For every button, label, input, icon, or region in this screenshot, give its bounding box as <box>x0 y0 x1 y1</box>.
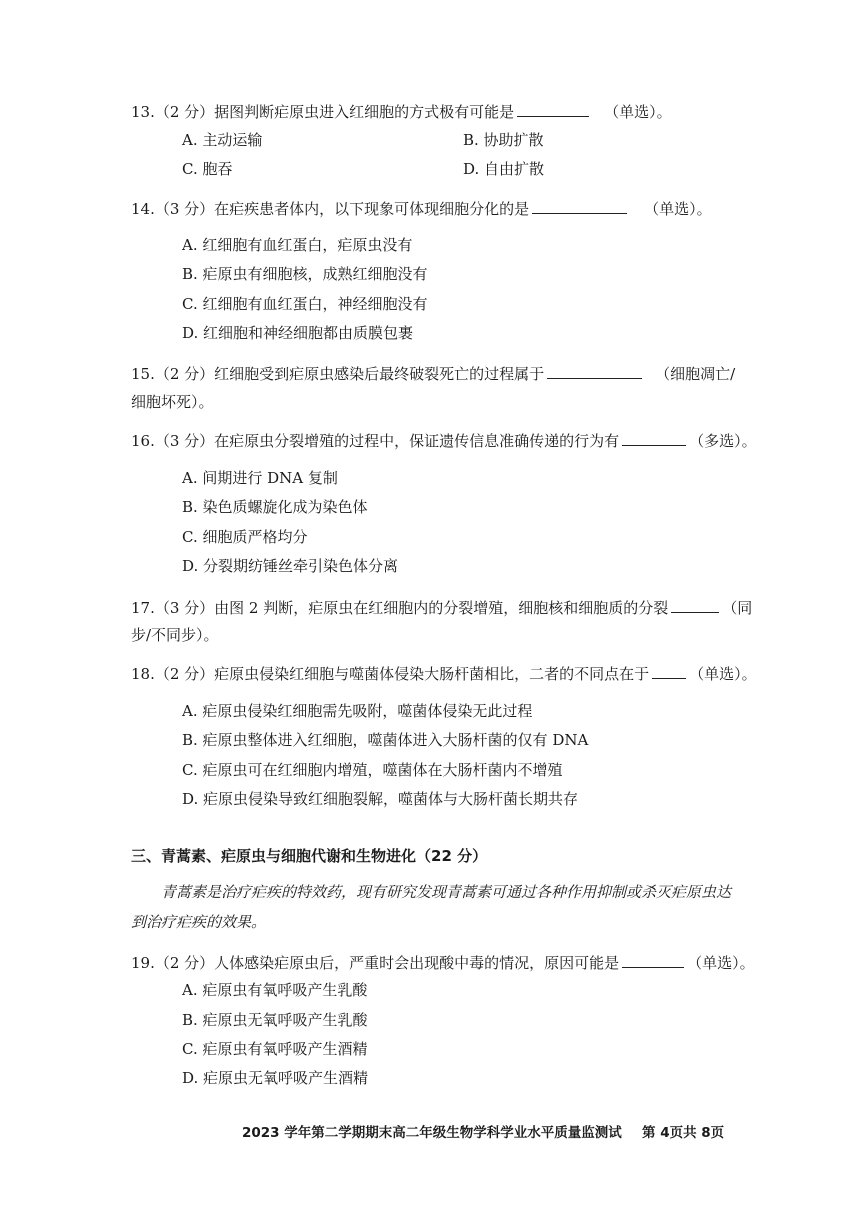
option-c: C. 细胞质严格均分 <box>182 528 308 546</box>
section-intro: 青蒿素是治疗疟疾的特效药，现有研究发现青蒿素可通过各种作用抑制或杀灭疟原虫达到治疗疟疾的效果。 <box>131 883 732 931</box>
answer-blank <box>622 951 684 968</box>
question-19-stem: 19.（2 分）人体感染疟原虫后，严重时会出现酸中毒的情况，原因可能是 （单选）。 <box>131 951 755 973</box>
option-d: D. 疟原虫无氧呼吸产生酒精 <box>182 1069 369 1087</box>
option-d: D. 分裂期纺锤丝牵引染色体分离 <box>182 557 399 575</box>
option-a: A. 主动运输 <box>182 131 263 149</box>
option-a: A. 红细胞有血红蛋白，疟原虫没有 <box>182 236 413 254</box>
option-c: C. 疟原虫有氧呼吸产生酒精 <box>182 1040 368 1058</box>
answer-blank <box>652 662 686 679</box>
option-d: D. 红细胞和神经细胞都由质膜包裹 <box>182 324 414 342</box>
answer-blank <box>517 100 589 117</box>
exam-title-footer: 2023 学年第二学期期末高二年级生物学科学业水平质量监测试 <box>242 1125 622 1141</box>
option-b: B. 疟原虫无氧呼吸产生乳酸 <box>182 1011 368 1029</box>
question-15-continuation: 细胞坏死）。 <box>131 393 214 411</box>
question-17-continuation: 步/不同步）。 <box>131 626 219 644</box>
question-18-stem: 18.（2 分）疟原虫侵染红细胞与噬菌体侵染大肠杆菌相比，二者的不同点在于 （单选）。 <box>131 662 757 684</box>
option-b: B. 协助扩散 <box>463 131 544 149</box>
answer-blank <box>671 596 719 613</box>
answer-blank <box>547 362 642 379</box>
option-d: D. 疟原虫侵染导致红细胞裂解，噬菌体与大肠杆菌长期共存 <box>182 790 579 808</box>
option-b: B. 疟原虫整体进入红细胞，噬菌体进入大肠杆菌的仅有 DNA <box>182 731 589 749</box>
option-a: A. 疟原虫有氧呼吸产生乳酸 <box>182 981 368 999</box>
option-a: A. 间期进行 DNA 复制 <box>182 469 338 487</box>
question-14-stem: 14.（3 分）在疟疾患者体内，以下现象可体现细胞分化的是 （单选）。 <box>131 197 712 219</box>
question-16-stem: 16.（3 分）在疟原虫分裂增殖的过程中，保证遗传信息准确传递的行为有 （多选）。 <box>131 429 757 451</box>
option-c: C. 疟原虫可在红细胞内增殖，噬菌体在大肠杆菌内不增殖 <box>182 761 563 779</box>
section-heading: 三、青蒿素、疟原虫与细胞代谢和生物进化（22 分） <box>131 847 488 865</box>
option-b: B. 疟原虫有细胞核，成熟红细胞没有 <box>182 265 428 283</box>
question-13-stem: 13.（2 分）据图判断疟原虫进入红细胞的方式极有可能是 （单选）。 <box>131 100 672 122</box>
option-c: C. 胞吞 <box>182 160 233 178</box>
option-c: C. 红细胞有血红蛋白，神经细胞没有 <box>182 295 428 313</box>
question-17-stem: 17.（3 分）由图 2 判断，疟原虫在红细胞内的分裂增殖，细胞核和细胞质的分裂 （同 <box>131 596 752 618</box>
option-b: B. 染色质螺旋化成为染色体 <box>182 498 368 516</box>
option-a: A. 疟原虫侵染红细胞需先吸附，噬菌体侵染无此过程 <box>182 702 533 720</box>
answer-blank <box>622 429 686 446</box>
option-d: D. 自由扩散 <box>463 160 545 178</box>
page-number: 第 4页共 8页 <box>642 1125 725 1141</box>
answer-blank <box>532 197 627 214</box>
question-15-stem: 15.（2 分）红细胞受到疟原虫感染后最终破裂死亡的过程属于 （细胞凋亡/ <box>131 362 735 384</box>
